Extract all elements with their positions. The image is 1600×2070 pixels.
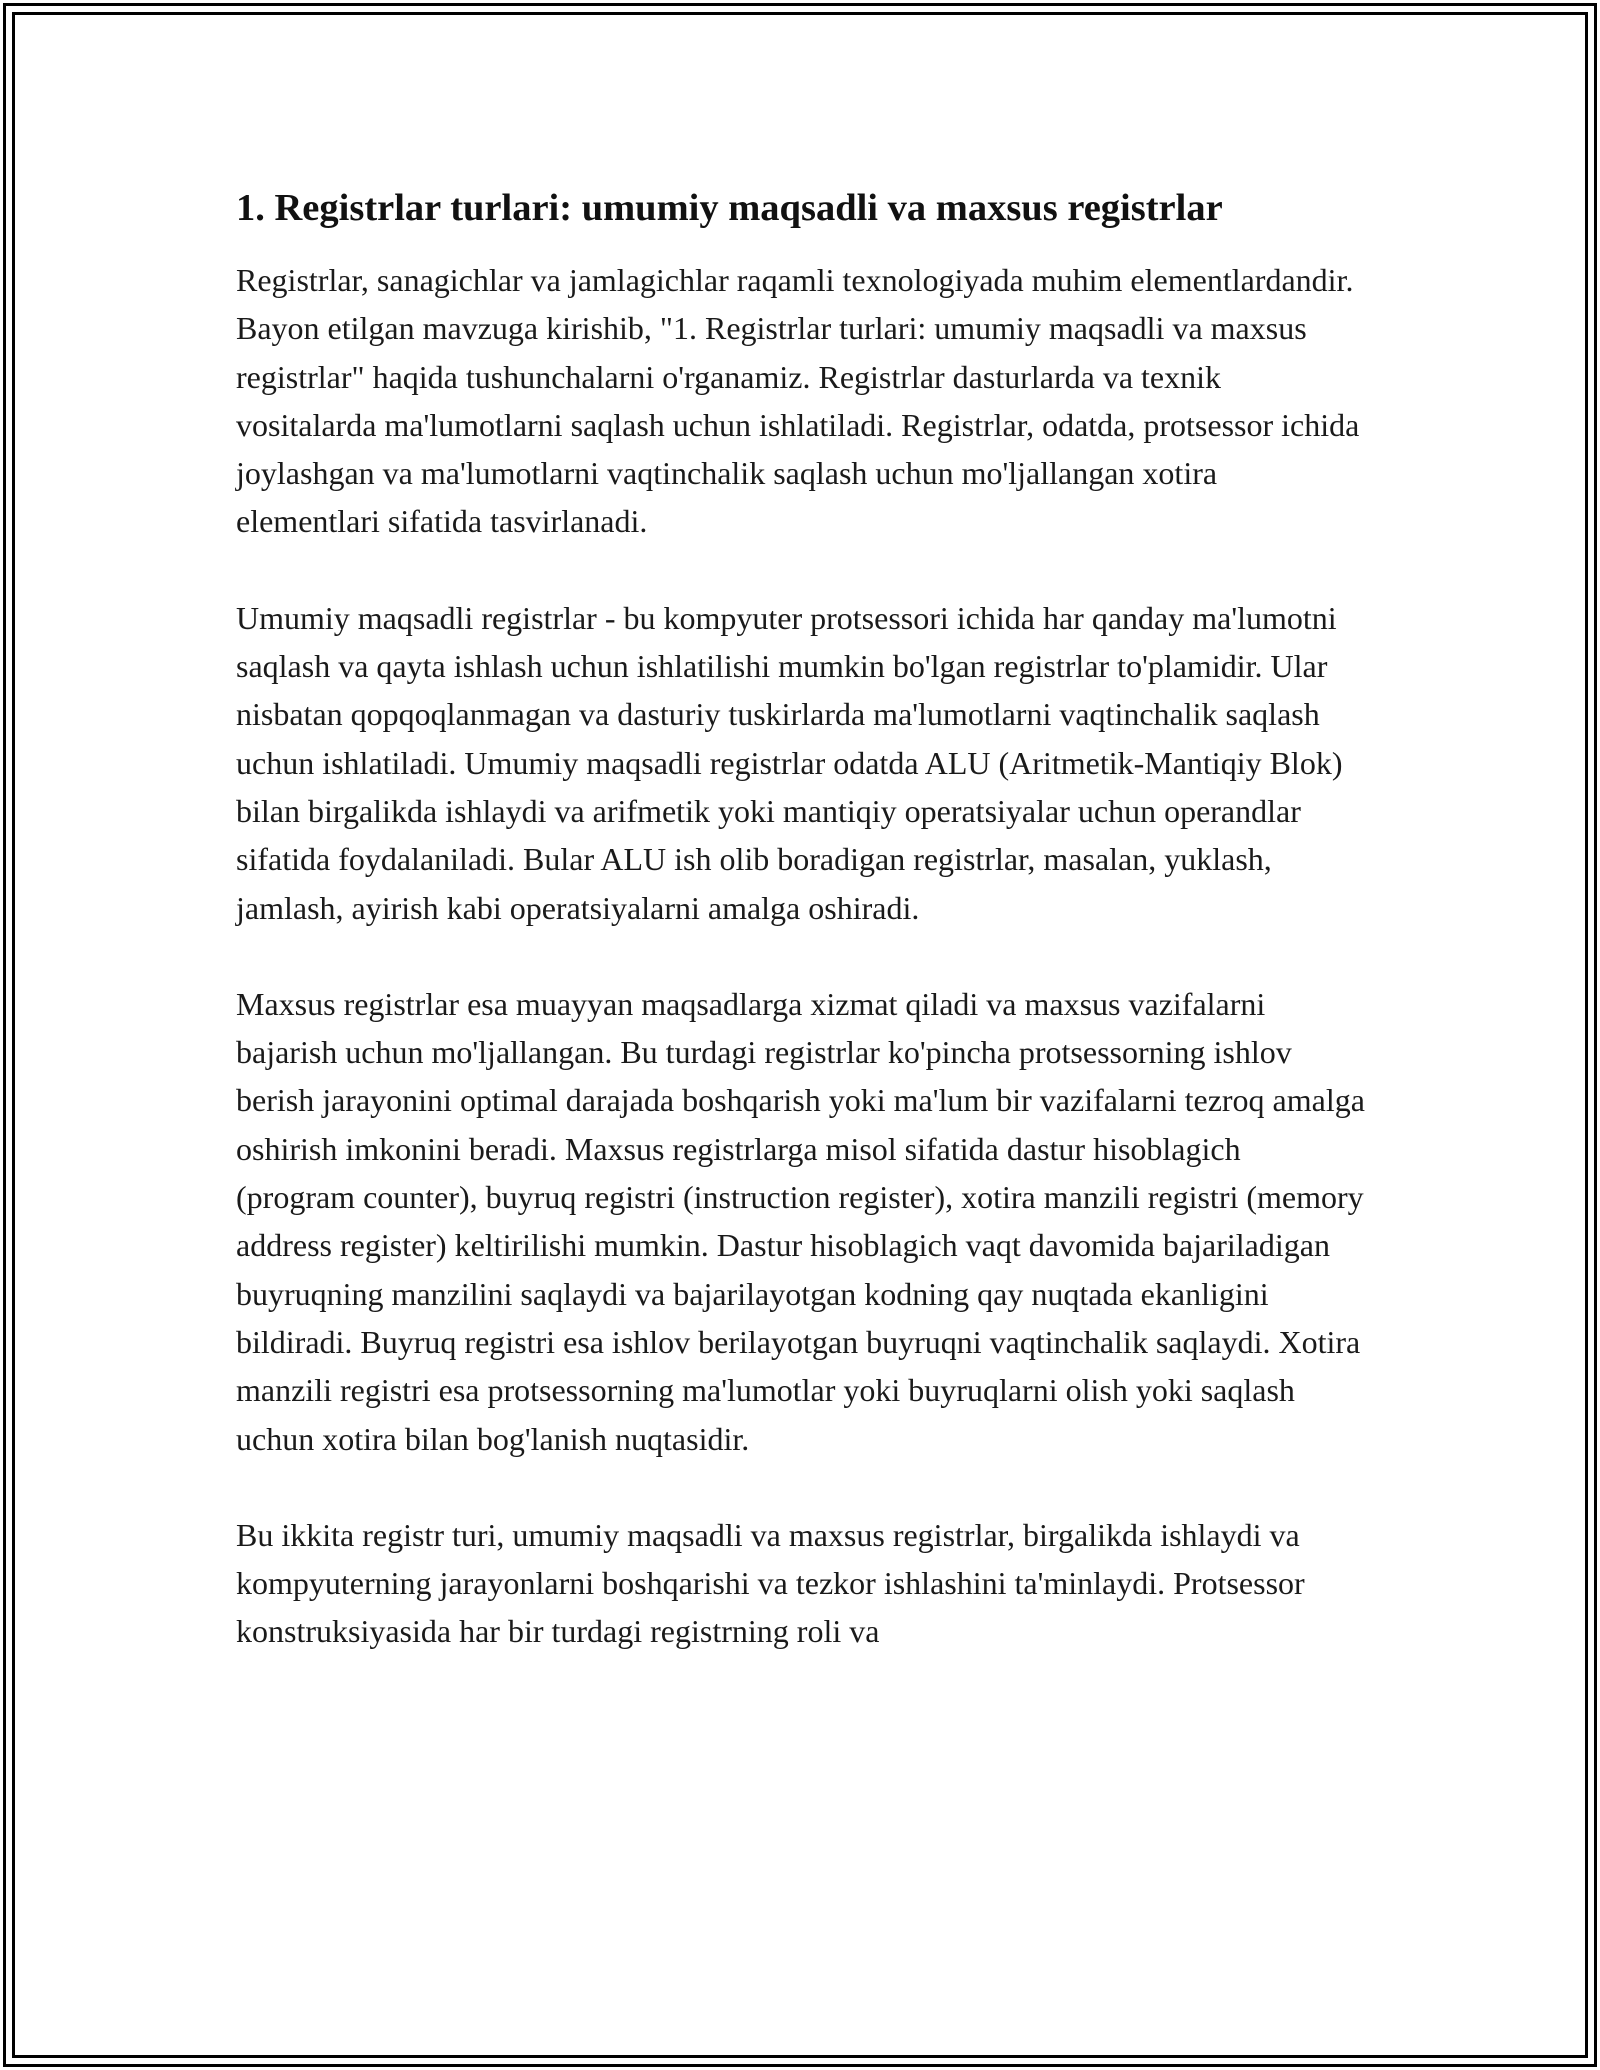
paragraph-intro: Registrlar, sanagichlar va jamlagichlar raqamli texnologiyada muhim elementlardandir. Bayon etilgan mavzuga kirishib, "1. Registrlar turlari: umumiy maqsadli va maxsus registrlar" haqida tushunchalarni o'rganamiz. Registrlar dasturlarda va texnik vositalarda ma'lumotlarni saqlash uchun ishlatiladi. Registrlar, odatda, protsessor ichida joylashgan va ma'lumotlarni vaqtinchalik saqlash uchun mo'ljallangan xotira elementlari sifatida tasvirlanadi. bbox=[236, 262, 1360, 540]
paragraph-special-purpose-registers: Maxsus registrlar esa muayyan maqsadlarga xizmat qiladi va maxsus vazifalarni bajarish uchun mo'ljallangan. Bu turdagi registrlar ko'pincha protsessorning ishlov berish jarayonini optimal darajada boshqarish yoki ma'lum bir vazifalarni tezroq amalga oshirish imkonini beradi. Maxsus registrlarga misol sifatida dastur hisoblagich (program counter), buyruq registri (instruction register), xotira manzili registri (memory address register) keltirilishi mumkin. Dastur hisoblagich vaqt davomida bajariladigan buyruqning manzilini saqlaydi va bajarilayotgan kodning qay nuqtada ekanligini bildiradi. Buyruq registri esa ishlov berilayotgan buyruqni vaqtinchalik saqlaydi. Xotira manzili registri esa protsessorning ma'lumotlar yoki buyruqlarni olish yoki saqlash uchun xotira bilan bog'lanish nuqtasidir. bbox=[236, 985, 1365, 1457]
section-heading: 1. Registrlar turlari: umumiy maqsadli va maxsus registrlar bbox=[236, 187, 1223, 229]
paragraph-conclusion: Bu ikkita registr turi, umumiy maqsadli va maxsus registrlar, birgalikda ishlaydi va kompyuterning jarayonlarni boshqarishi va tezkor ishlashini ta'minlaydi. Protsessor konstruksiyasida har bir turdagi registrning roli va bbox=[236, 1516, 1305, 1650]
document-body bbox=[236, 184, 1366, 1656]
paragraph-general-purpose-registers: Umumiy maqsadli registrlar - bu kompyuter protsessori ichida har qanday ma'lumotni saqlash va qayta ishlash uchun ishlatilishi mumkin bo'lgan registrlar to'plamidir. Ular nisbatan qopqoqlanmagan va dasturiy tuskirlarda ma'lumotlarni vaqtinchalik saqlash uchun ishlatiladi. Umumiy maqsadli registrlar odatda ALU (Aritmetik-Mantiqiy Blok) bilan birgalikda ishlaydi va arifmetik yoki mantiqiy operatsiyalar uchun operandlar sifatida foydalaniladi. Bular ALU ish olib boradigan registrlar, masalan, yuklash, jamlash, ayirish kabi operatsiyalarni amalga oshiradi. bbox=[236, 599, 1343, 926]
